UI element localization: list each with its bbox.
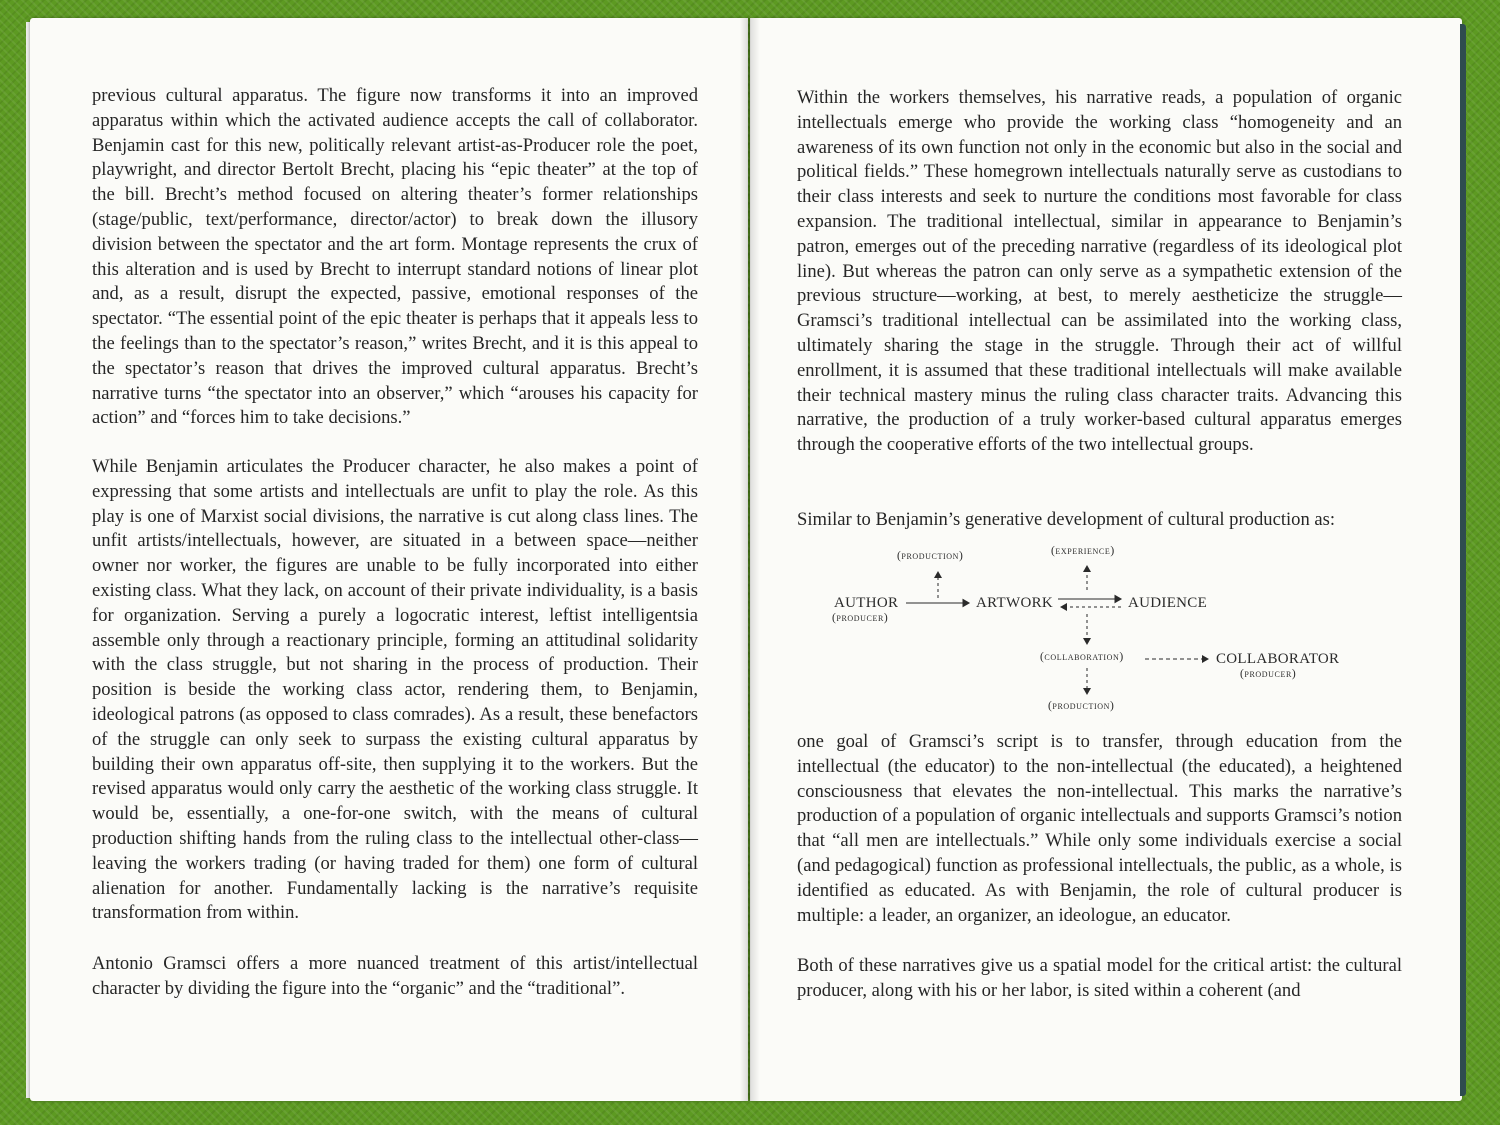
left-paragraph-1: previous cultural apparatus. The figure now transforms it into an improved apparatus within which the activated audience accepts the call of collaborator. Benjamin cast for this new, politically relevant artist-as-Producer role the poet, playwright, and director Bertolt Brecht, placing his “epic theater” at the top of the bill. Brecht’s method focused on altering theater’s former relationships (stage/public, text/performance, director/actor) to break down the illusory division between the spectator and the art form. Montage represents the crux of this alteration and is used by Brecht to interrupt standard notions of linear plot and, as a result, disrupt the expected, passive, emotional responses of the spectator. “The essential point of the epic theater is perhaps that it appeals less to the feelings than to the spectator’s reason,” writes Brecht, and it is this appeal to the spectator’s reason that drives the improved cultural apparatus. Brecht’s narrative turns “the spectator into an observer,” which “arouses his capacity for action” and “forces him to take decisions.”	[92, 85, 698, 429]
right-paragraph-2: one goal of Gramsci’s script is to transfer, through education from the intellectual (the educator) to the non-intellectual (the educated), a heightened consciousness that elevates the non-intellectual. This marks the narrative’s production of a population of organic intellectuals and supports Gramsci’s notion that “all men are intellectuals.” While only some individuals exercise a social (and pedagogical) function as professional intellectuals, the public, as a whole, is identified as educated. As with Benjamin, the role of cultural producer is multiple: a leader, an organizer, an ideologue, an educator.	[797, 731, 1402, 926]
diagram-intro: Similar to Benjamin’s generative development of cultural production as:	[797, 509, 1336, 530]
diagram-author-sub: (producer)	[832, 612, 889, 624]
right-paragraph-3: Both of these narratives give us a spatial model for the critical artist: the cultural producer, along with his or her labor, is sited within a coherent (and	[797, 955, 1402, 1001]
diagram-experience: (experience)	[1051, 545, 1115, 557]
diagram-collaborator-sub: (producer)	[1240, 668, 1297, 680]
cover-edge	[1460, 24, 1466, 1096]
diagram-production-top: (production)	[897, 550, 964, 562]
diagram-production-bottom: (production)	[1048, 700, 1115, 712]
diagram-artwork: ARTWORK	[976, 595, 1054, 611]
diagram-author: AUTHOR	[834, 595, 899, 611]
book-gutter	[740, 18, 760, 1101]
diagram-audience: AUDIENCE	[1128, 595, 1208, 611]
left-paragraph-3: Antonio Gramsci offers a more nuanced treatment of this artist/intellectual character by dividing the figure into the “organic” and the “traditional”.	[92, 953, 698, 999]
diagram-collaborator: COLLABORATOR	[1216, 651, 1340, 667]
right-paragraph-1: Within the workers themselves, his narrative reads, a population of organic intellectuals emerge who provide the working class “homogeneity and an awareness of its own function not only in the economic but also in the social and political fields.” These homegrown intellectuals naturally serve as custodians to their class interests and seek to nurture the conditions most favorable for class expansion. The traditional intellectual, similar in appearance to Benjamin’s patron, emerges out of the preceding narrative (regardless of its ideological plot line). But whereas the patron can only serve as a sympathetic extension of the previous structure—working, at best, to merely aestheticize the struggle—Gramsci’s traditional intellectual can be assimilated into the working class, ultimately sharing the stage in the struggle. Through their act of willful enrollment, it is assumed that these traditional intellectuals will make available their technical mastery minus the ruling class character traits. Advancing this narrative, the production of a truly worker-based cultural apparatus emerges through the cooperative efforts of the two intellectual groups.	[797, 87, 1402, 456]
diagram-collaboration: (collaboration)	[1040, 651, 1124, 663]
left-paragraph-2: While Benjamin articulates the Producer character, he also makes a point of expressing that some artists and intellectuals are unfit to play the role. As this play is one of Marxist social divisions, the narrative is cut along class lines. The unfit artists/intellectuals, however, are situated in a between space—neither owner nor worker, the figures are unable to be fully incorporated into either existing class. What they lack, on account of their private individuality, is a basis for organization. Serving a purely a logocratic interest, leftist intelligentsia assemble only through a reactionary principle, forming an attitudinal solidarity with the class struggle, but not sharing in the process of production. Their position is beside the working class actor, rendering them, to Benjamin, ideological patrons (as opposed to class comrades). As a result, these benefactors of the struggle can only seek to surpass the existing cultural apparatus by building their own apparatus off-site, then supplying it to the workers. But the revised apparatus would only carry the aesthetic of the working class struggle. It would be, essentially, a one-for-one switch, with the means of cultural production shifting hands from the ruling class to the intellectual other-class—leaving the workers trading (or having traded for them) one form of cultural alienation for another. Fundamentally lacking is the narrative’s requisite transformation from within.	[92, 456, 698, 924]
